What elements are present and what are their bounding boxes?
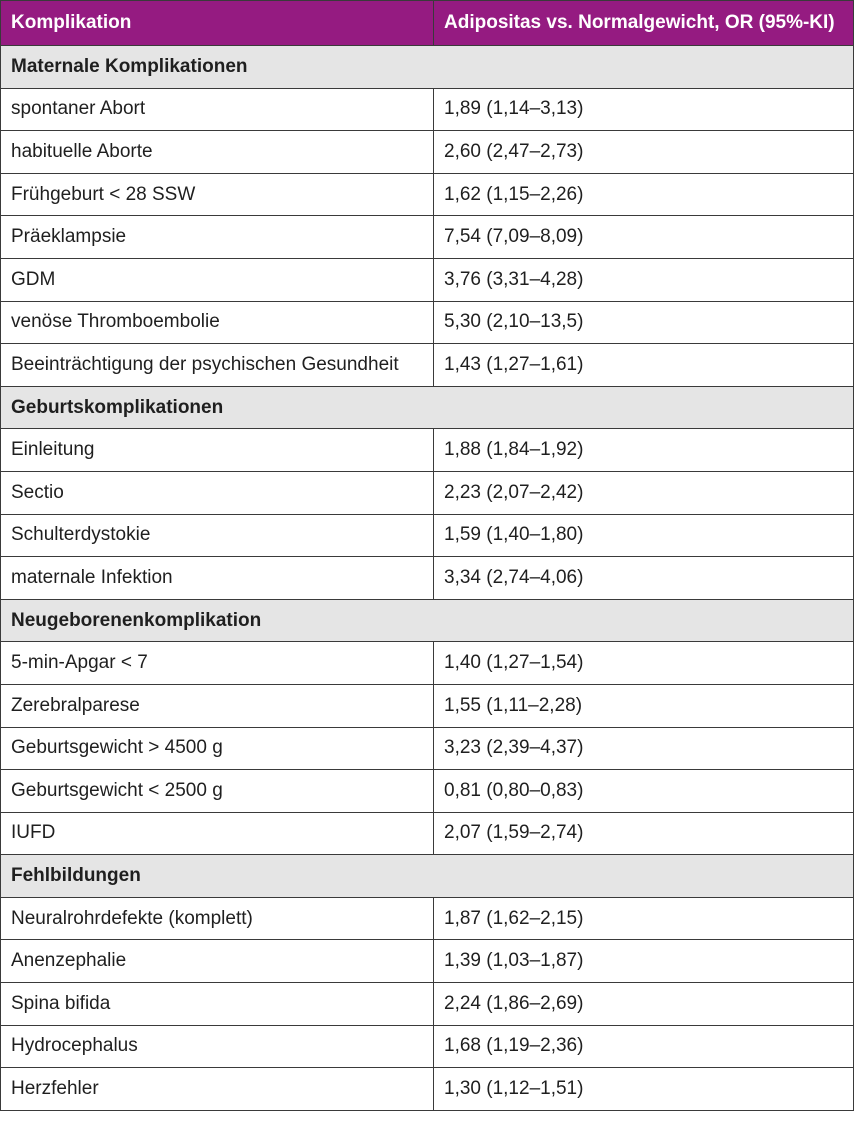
table-row (1, 1025, 854, 1068)
section-title: Geburtskomplikationen (1, 386, 854, 429)
complication-cell: Geburtsgewicht > 4500 g (1, 727, 434, 770)
table-row (1, 1068, 854, 1111)
odds-ratio-cell: 1,87 (1,62–2,15) (434, 897, 854, 940)
complication-cell: Präeklampsie (1, 216, 434, 259)
complication-cell: Spina bifida (1, 983, 434, 1026)
table-row (1, 514, 854, 557)
table-row (1, 429, 854, 472)
table-row (1, 344, 854, 387)
header-komplikation: Komplikation (1, 1, 434, 46)
odds-ratio-cell: 1,89 (1,14–3,13) (434, 88, 854, 131)
odds-ratio-cell: 1,39 (1,03–1,87) (434, 940, 854, 983)
complication-cell: Zerebralparese (1, 684, 434, 727)
complication-cell: Sectio (1, 471, 434, 514)
odds-ratio-cell: 2,24 (1,86–2,69) (434, 983, 854, 1026)
complication-cell: Herzfehler (1, 1068, 434, 1111)
odds-ratio-cell: 1,88 (1,84–1,92) (434, 429, 854, 472)
complication-cell: Neuralrohrdefekte (komplett) (1, 897, 434, 940)
table-row (1, 812, 854, 855)
table-body (1, 46, 854, 1111)
section-header-row (1, 386, 854, 429)
odds-ratio-cell: 2,23 (2,07–2,42) (434, 471, 854, 514)
table-row (1, 258, 854, 301)
section-header-row (1, 46, 854, 89)
table-row (1, 557, 854, 600)
section-title: Neugeborenenkomplikation (1, 599, 854, 642)
header-odds-ratio: Adipositas vs. Normalgewicht, OR (95%-KI) (434, 1, 854, 46)
table-row (1, 642, 854, 685)
complication-cell: venöse Thromboembolie (1, 301, 434, 344)
odds-ratio-cell: 2,60 (2,47–2,73) (434, 131, 854, 174)
table-row (1, 897, 854, 940)
odds-ratio-cell: 3,76 (3,31–4,28) (434, 258, 854, 301)
odds-ratio-cell: 1,30 (1,12–1,51) (434, 1068, 854, 1111)
section-header-row (1, 855, 854, 898)
odds-ratio-cell: 7,54 (7,09–8,09) (434, 216, 854, 259)
odds-ratio-cell: 5,30 (2,10–13,5) (434, 301, 854, 344)
table-row (1, 301, 854, 344)
odds-ratio-cell: 1,62 (1,15–2,26) (434, 173, 854, 216)
complication-cell: 5-min-Apgar < 7 (1, 642, 434, 685)
table-row (1, 471, 854, 514)
complication-cell: Frühgeburt < 28 SSW (1, 173, 434, 216)
table-row (1, 131, 854, 174)
odds-ratio-cell: 0,81 (0,80–0,83) (434, 770, 854, 813)
complication-cell: habituelle Aborte (1, 131, 434, 174)
complication-cell: Anenzephalie (1, 940, 434, 983)
odds-ratio-cell: 1,55 (1,11–2,28) (434, 684, 854, 727)
odds-ratio-cell: 1,43 (1,27–1,61) (434, 344, 854, 387)
table-row (1, 983, 854, 1026)
table-row (1, 727, 854, 770)
odds-ratio-cell: 2,07 (1,59–2,74) (434, 812, 854, 855)
complication-cell: Hydrocephalus (1, 1025, 434, 1068)
section-header-row (1, 599, 854, 642)
table-row (1, 770, 854, 813)
complication-cell: Beeinträchtigung der psychischen Gesundheit (1, 344, 434, 387)
table-row (1, 216, 854, 259)
section-title: Maternale Komplikationen (1, 46, 854, 89)
table-header-row (1, 1, 854, 46)
complication-cell: Einleitung (1, 429, 434, 472)
section-title: Fehlbildungen (1, 855, 854, 898)
complication-cell: Geburtsgewicht < 2500 g (1, 770, 434, 813)
complication-cell: maternale Infektion (1, 557, 434, 600)
complication-cell: Schulterdystokie (1, 514, 434, 557)
odds-ratio-cell: 3,23 (2,39–4,37) (434, 727, 854, 770)
complication-cell: IUFD (1, 812, 434, 855)
complication-cell: GDM (1, 258, 434, 301)
table-row (1, 173, 854, 216)
odds-ratio-cell: 1,59 (1,40–1,80) (434, 514, 854, 557)
complication-cell: spontaner Abort (1, 88, 434, 131)
odds-ratio-cell: 3,34 (2,74–4,06) (434, 557, 854, 600)
odds-ratio-cell: 1,40 (1,27–1,54) (434, 642, 854, 685)
table-row (1, 684, 854, 727)
table-row (1, 940, 854, 983)
table-row (1, 88, 854, 131)
odds-ratio-cell: 1,68 (1,19–2,36) (434, 1025, 854, 1068)
